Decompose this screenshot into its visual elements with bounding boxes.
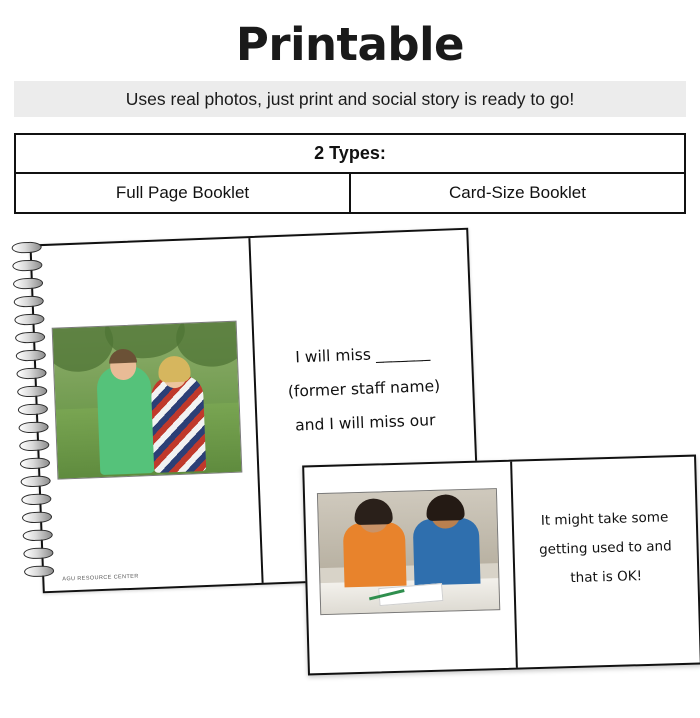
card-text-line: that is OK! bbox=[570, 568, 643, 587]
card-text-line: It might take some bbox=[540, 509, 669, 529]
card-text-block bbox=[519, 503, 692, 595]
types-table bbox=[14, 133, 686, 214]
footer-credit: AGU RESOURCE CENTER bbox=[62, 573, 139, 583]
full-page-text-line: I will miss _______ bbox=[295, 343, 431, 367]
types-table-heading bbox=[16, 135, 684, 174]
full-page-text-block bbox=[262, 334, 466, 444]
card-size-booklet-mockup bbox=[302, 455, 700, 676]
types-cell-label: Card-Size Booklet bbox=[448, 183, 586, 202]
types-table-row bbox=[16, 174, 684, 212]
full-page-text-line: and I will miss our bbox=[294, 411, 436, 435]
subtitle-banner bbox=[14, 81, 686, 117]
types-cell-full-page bbox=[16, 174, 351, 212]
types-cell-label: Full Page Booklet bbox=[115, 183, 250, 202]
photo-couple-image bbox=[52, 321, 243, 480]
page-title: Printable bbox=[235, 18, 465, 71]
subtitle-text: Uses real photos, just print and social story is ready to go! bbox=[125, 88, 575, 109]
booklet-preview-area bbox=[0, 228, 700, 688]
types-cell-card-size bbox=[351, 174, 684, 212]
types-heading-text: 2 Types: bbox=[314, 143, 386, 163]
photo-students-image bbox=[317, 488, 500, 615]
card-text-line: getting used to and bbox=[538, 538, 672, 558]
card-left-panel bbox=[304, 462, 517, 674]
full-page-text-line: (former staff name) bbox=[287, 376, 441, 401]
full-page-left-panel bbox=[32, 238, 264, 591]
card-right-panel bbox=[512, 457, 700, 668]
